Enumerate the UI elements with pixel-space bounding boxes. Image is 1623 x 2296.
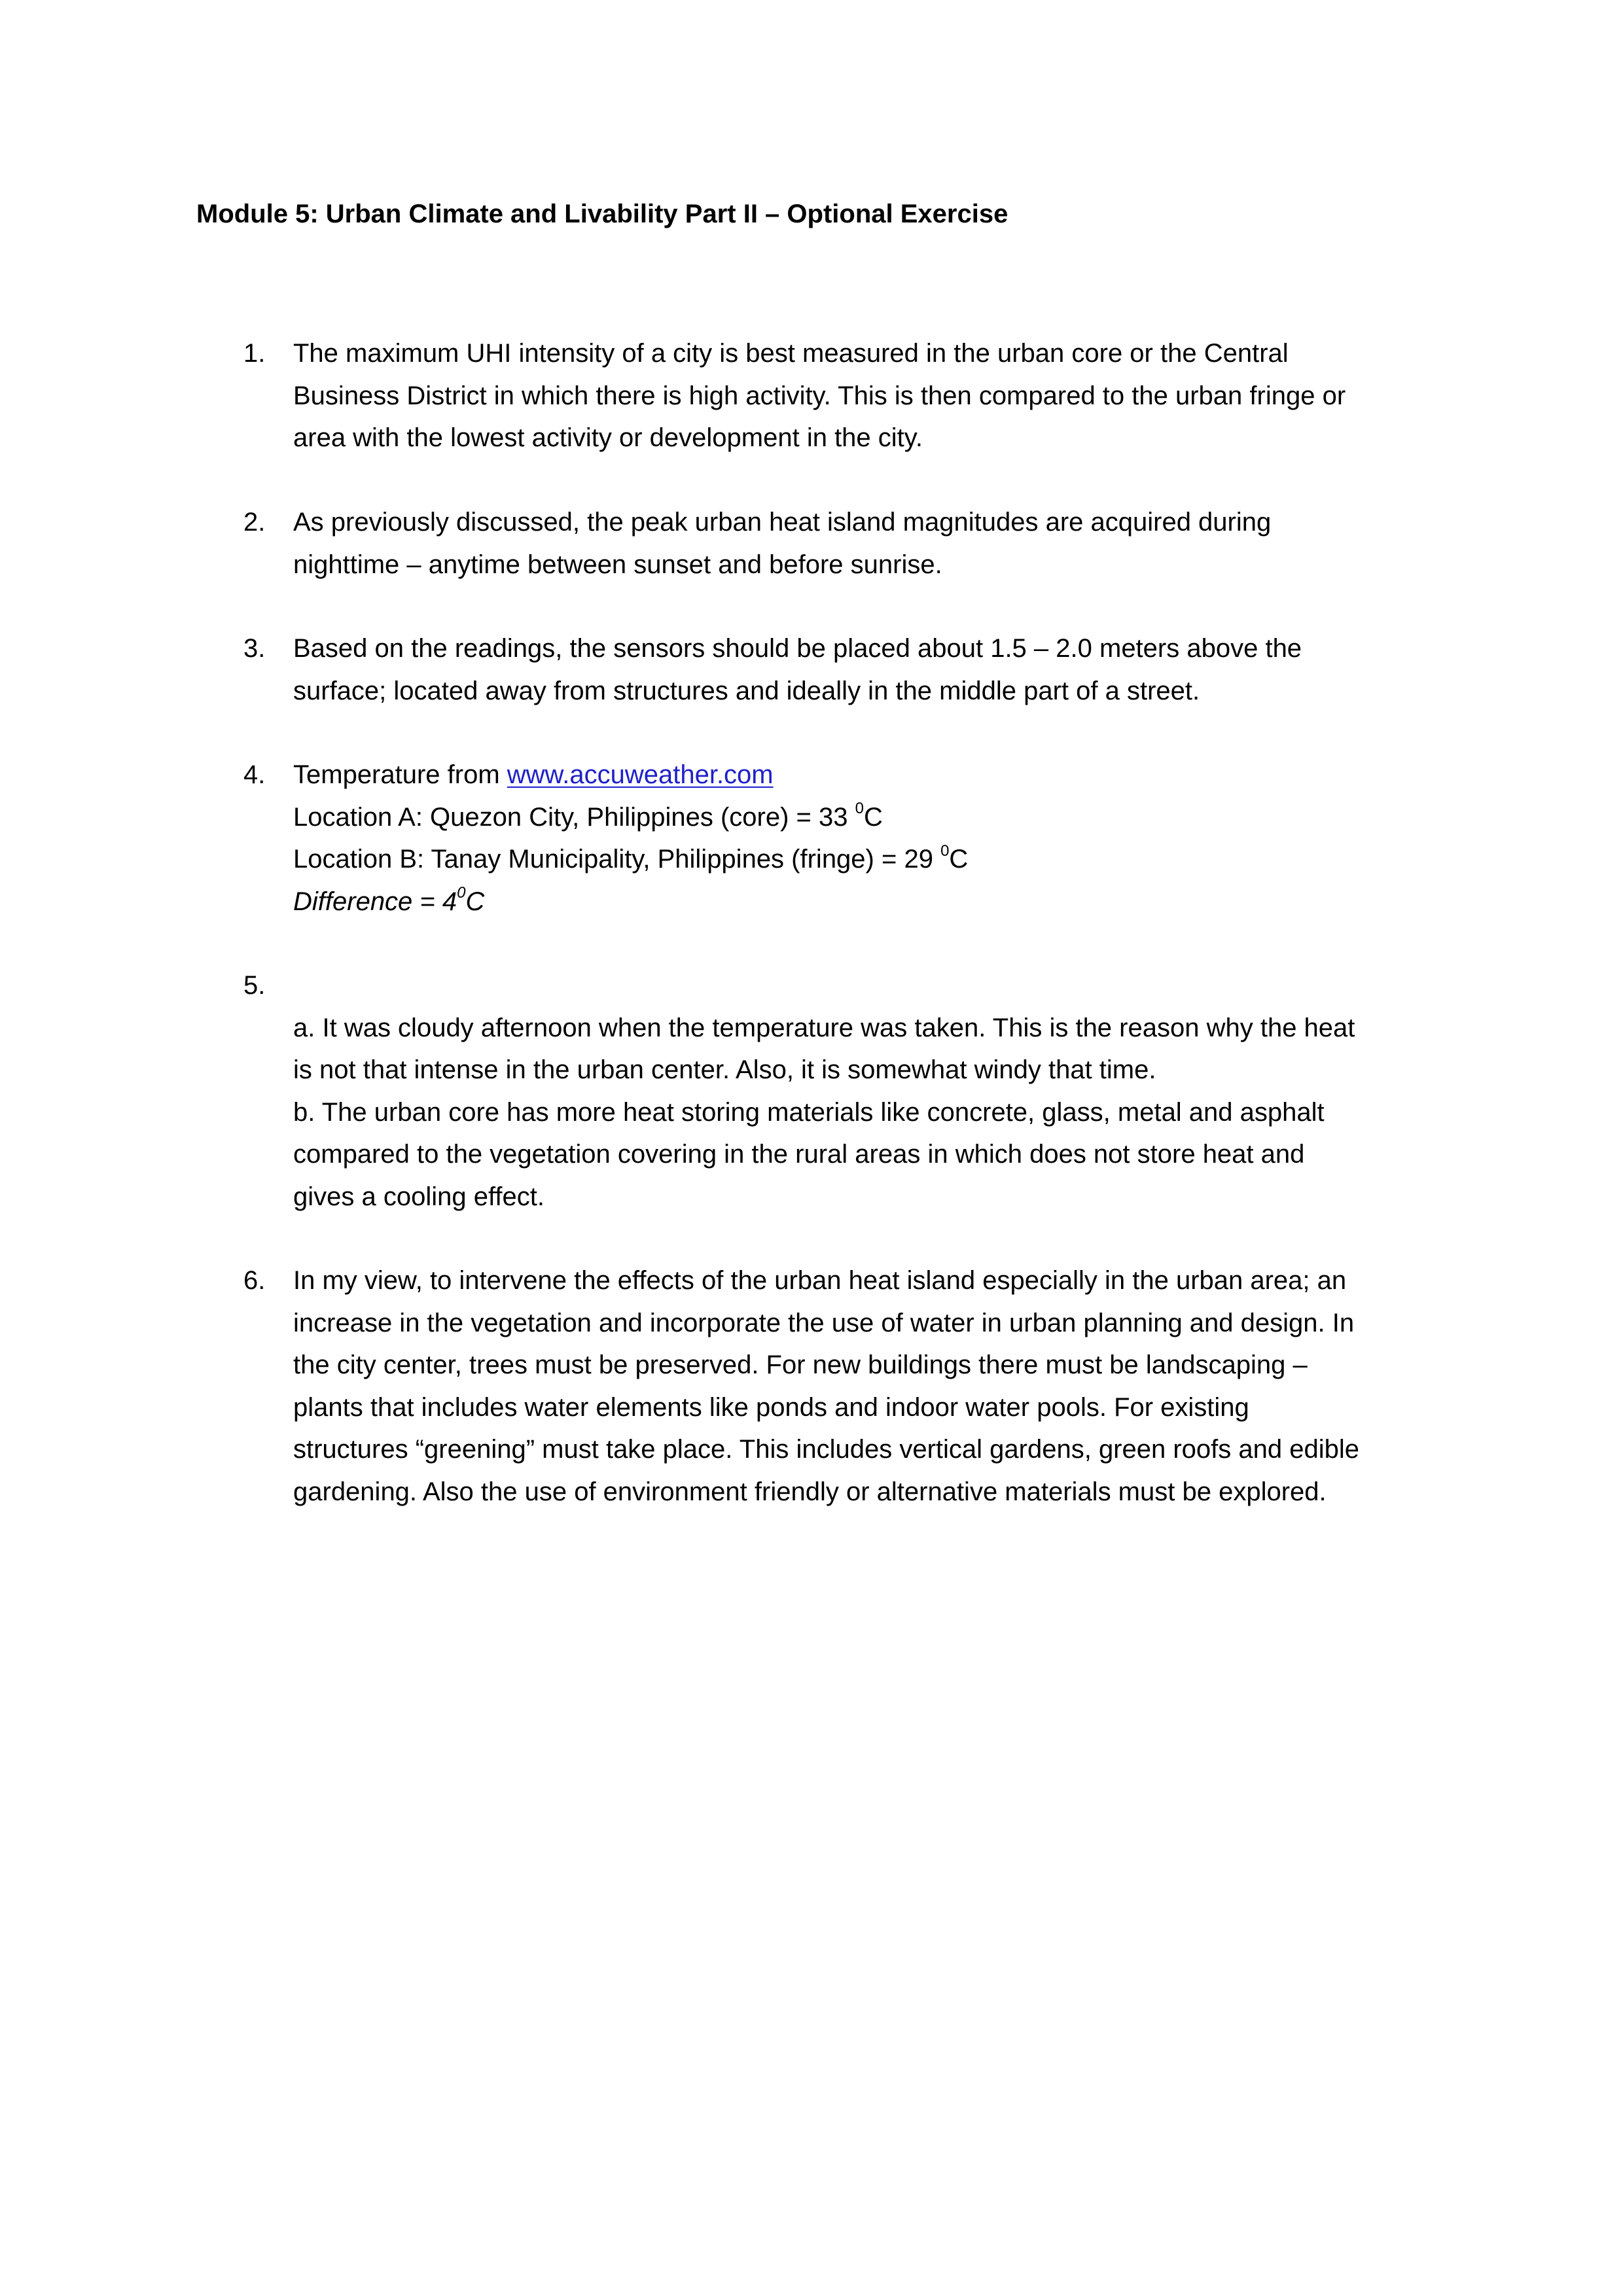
text-line: surface; located away from structures and ideally in the middle part of a street. bbox=[293, 676, 1200, 705]
location-a-line bbox=[293, 796, 1441, 839]
text-line: As previously discussed, the peak urban heat island magnitudes are acquired during bbox=[293, 508, 1272, 537]
text-line: area with the lowest activity or development in the city. bbox=[293, 423, 923, 452]
list-number: 1. bbox=[243, 339, 266, 368]
text-line: compared to the vegetation covering in the rural areas in which does not store heat and bbox=[293, 1140, 1305, 1169]
text-line: In my view, to intervene the effects of the urban heat island especially in the urban area; an bbox=[293, 1266, 1347, 1295]
list-item-text bbox=[293, 754, 1441, 923]
list-item-text bbox=[293, 1260, 1441, 1513]
degree-superscript: 0 bbox=[940, 841, 950, 860]
list-item-1 bbox=[243, 332, 1441, 459]
difference-text: Difference = 4 bbox=[293, 887, 457, 916]
text-line: structures “greening” must take place. This includes vertical gardens, green roofs and edible bbox=[293, 1435, 1360, 1464]
text-line: b. The urban core has more heat storing materials like concrete, glass, metal and asphalt bbox=[293, 1097, 1325, 1127]
list-number: 2. bbox=[243, 508, 266, 537]
list-item-6 bbox=[243, 1260, 1441, 1513]
location-b-text: Location B: Tanay Municipality, Philippines (fringe) = 29 bbox=[293, 845, 941, 874]
document-title: Module 5: Urban Climate and Livability Part II – Optional Exercise bbox=[196, 200, 1008, 228]
text-line: nighttime – anytime between sunset and before sunrise. bbox=[293, 550, 942, 579]
unit-label: C bbox=[465, 887, 485, 916]
unit-label: C bbox=[863, 802, 883, 832]
location-a-text: Location A: Quezon City, Philippines (core) = 33 bbox=[293, 802, 855, 832]
list-item-3 bbox=[243, 627, 1441, 712]
list-number: 4. bbox=[243, 760, 266, 789]
text-line: increase in the vegetation and incorporate the use of water in urban planning and design. In bbox=[293, 1308, 1355, 1337]
list-item-5 bbox=[243, 964, 1441, 1218]
text-line: plants that includes water elements like ponds and indoor water pools. For existing bbox=[293, 1392, 1249, 1422]
difference-line bbox=[293, 881, 1441, 923]
text-line: the city center, trees must be preserved. For new buildings there must be landscaping – bbox=[293, 1351, 1308, 1379]
text-line: Business District in which there is high activity. This is then compared to the urban fringe or bbox=[293, 381, 1346, 410]
list-number: 5. bbox=[243, 971, 266, 1000]
text-line: gardening. Also the use of environment friendly or alternative materials must be explored. bbox=[293, 1477, 1327, 1506]
accuweather-link[interactable]: www.accuweather.com bbox=[507, 760, 774, 789]
text-line: gives a cooling effect. bbox=[293, 1182, 544, 1211]
location-b-line bbox=[293, 838, 1441, 881]
list-item-4 bbox=[243, 754, 1441, 923]
text-line: is not that intense in the urban center. Also, it is somewhat windy that time. bbox=[293, 1055, 1156, 1084]
list-number: 6. bbox=[243, 1266, 266, 1295]
temperature-source-line bbox=[293, 754, 1441, 796]
list-item-2 bbox=[243, 501, 1441, 586]
text-line: Based on the readings, the sensors should be placed about 1.5 – 2.0 meters above the bbox=[293, 634, 1302, 663]
degree-superscript: 0 bbox=[457, 884, 466, 902]
degree-superscript: 0 bbox=[855, 800, 864, 818]
text-line: The maximum UHI intensity of a city is best measured in the urban core or the Central bbox=[293, 339, 1289, 368]
list-number: 3. bbox=[243, 634, 266, 663]
text-line: a. It was cloudy afternoon when the temperature was taken. This is the reason why the heat bbox=[293, 1013, 1355, 1042]
list-item-text bbox=[293, 964, 1441, 1218]
list-item-text bbox=[293, 332, 1441, 459]
list-item-text bbox=[293, 501, 1441, 586]
temperature-prefix: Temperature from bbox=[293, 760, 507, 789]
unit-label: C bbox=[949, 845, 969, 874]
list-item-text bbox=[293, 627, 1441, 712]
